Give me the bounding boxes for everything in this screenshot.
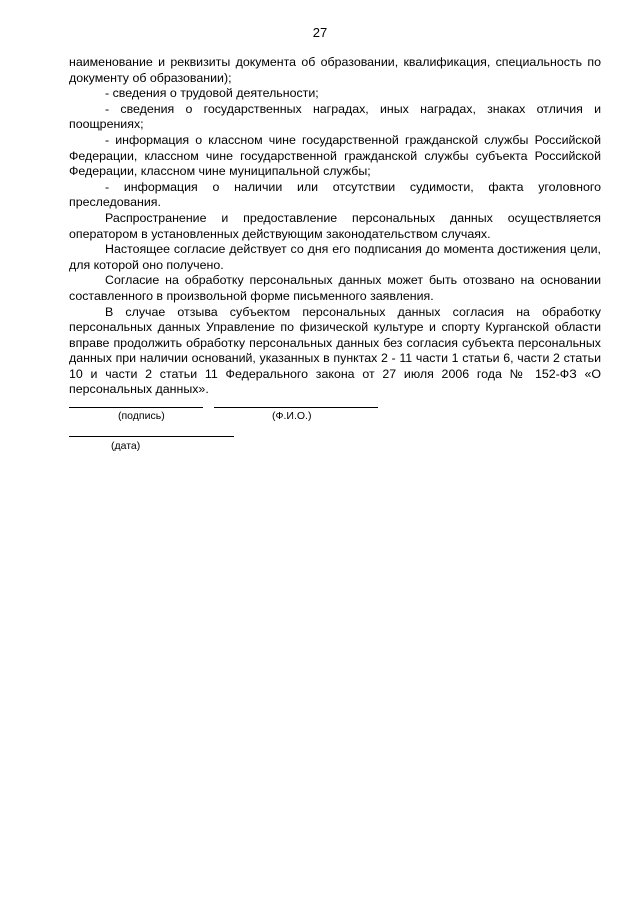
paragraph: В случае отзыва субъектом персональных данных согласия на обработку персональных данных Управление по физической культуре и спорту Курганской области вправе продолжить обработку персональных данных без согласия субъекта персональных данных при наличии оснований, указанных в пунктах 2 - 11 части 1 статьи 6, части 2 статьи 10 и части 2 статьи 11 Федерального закона от 27 июля 2006 года № 152-ФЗ «О персональных данных». [69, 304, 601, 397]
signature-line [69, 407, 203, 408]
name-line [214, 407, 378, 408]
paragraph: Настоящее согласие действует со дня его подписания до момента достижения цели, для которой оно получено. [69, 242, 601, 272]
list-item: - сведения о государственных наградах, иных наградах, знаках отличия и поощрениях; [69, 101, 601, 132]
date-label: (дата) [111, 440, 141, 452]
list-item: - информация о наличии или отсутствии судимости, факта уголовного преследования. [69, 179, 601, 210]
date-line [69, 436, 234, 437]
paragraph: Распространение и предоставление персональных данных осуществляется оператором в установленных действующим законодательством случаях. [69, 210, 601, 241]
signature-label: (подпись) [118, 410, 165, 422]
document-body [69, 55, 601, 398]
page-number: 27 [312, 25, 328, 40]
name-label: (Ф.И.О.) [272, 410, 312, 422]
list-item: - сведения о трудовой деятельности; [105, 86, 319, 101]
list-item: - информация о классном чине государственной гражданской службы Российской Федерации, классном чине государственной гражданской службы субъекта Российской Федерации, классном чине муниципальной службы; [69, 132, 601, 179]
paragraph: наименование и реквизиты документа об образовании, квалификация, специальность по документу об образовании); [69, 55, 601, 85]
paragraph: Согласие на обработку персональных данных может быть отозвано на основании составленного в произвольной форме письменного заявления. [69, 273, 601, 303]
